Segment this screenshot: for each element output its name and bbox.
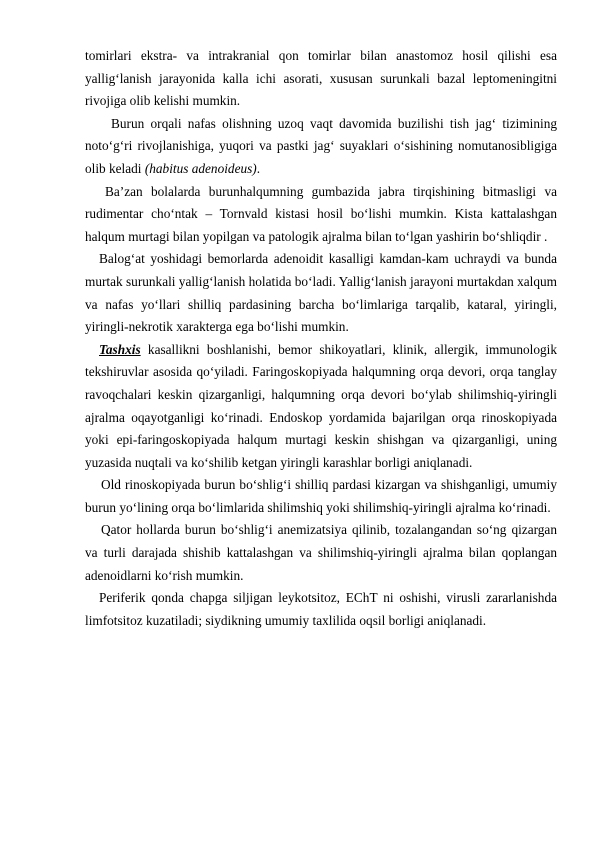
latin-term: (habitus adenoideus) (144, 160, 257, 176)
paragraph-text: Burun orqali nafas olishning uzoq vaqt davomida buzilishi tish jag‘ tizimining noto‘g‘ri rivojlanishiga, yuqori va pastki jag‘ suyaklari o‘sishining nomutanosibligiga olib keladi (85, 115, 557, 176)
document-page (85, 45, 557, 632)
paragraph-anterior-rhinoscopy (85, 474, 557, 519)
paragraph-text: kasallikni boshlanishi, bemor shikoyatlari, klinik, allergik, immunologik tekshiruvlar asosida qo‘yiladi. Faringoskopiyada halqumning orqa devori, orqa tanglay ravoqchalari keskin qizarganligi, halqumning orqa devori bo‘ylab shilimshiq-yiringli ajralma oqayotganligi ko‘rinadi. Endoskop yordamida bajarilgan orqa rinoskopiyada yoki epi-faringoskopiyada halqum murtagi keskin shishgan va qizarganligi, uning yuzasida nuqtali va ko‘shilib ketgan yiringli karashlar borligi aniqlanadi. (85, 341, 557, 470)
paragraph-text: Periferik qonda chapga siljigan leykotsitoz, EChT ni oshishi, virusli zararlanishda limfotsitoz kuzatiladi; siydikning umumiy taxlilida oqsil borligi aniqlanadi. (85, 590, 557, 628)
paragraph-text: Qator hollarda burun bo‘shlig‘i anemizatsiya qilinib, tozalangandan so‘ng qizargan va turli darajada shishib kattalashgan va shilimshiq-yiringli ajralma bilan qoplangan adenoidlarni ko‘rish mumkin. (85, 522, 557, 583)
paragraph-text: Balog‘at yoshidagi bemorlarda adenoidit kasalligi kamdan-kam uchraydi va bunda murtak surunkali yallig‘lanish holatida bo‘ladi. Yallig‘lanish jarayoni murtakdan xalqum va nafas yo‘llari shilliq pardasining barcha bo‘limlariga tarqalib, kataral, yiringli, yiringli-nekrotik xarakterga ega bo‘lishi mumkin. (85, 251, 557, 335)
paragraph-text: Old rinoskopiyada burun bo‘shlig‘i shilliq pardasi kizargan va shishganligi, umumiy burun yo‘lining orqa bo‘limlarida shilimshiq yoki shilimshiq-yiringli ajralma ko‘rinadi. (85, 477, 557, 515)
paragraph-adult-adenoiditis (85, 248, 557, 338)
paragraph-nasal-breathing (85, 113, 557, 181)
paragraph-diagnosis (85, 339, 557, 475)
diagnosis-term: Tashxis (99, 341, 141, 357)
paragraph-text: Ba’zan bolalarda burunhalqumning gumbazida jabra tirqishining bitmasligi va rudimentar cho‘ntak – Tornvald kistasi hosil bo‘lishi mumkin. Kista kattalashgan halqum murtagi bilan yopilgan va patologik ajralma bilan to‘lgan yashirin bo‘shliqdir . (85, 183, 557, 244)
paragraph-anemization (85, 519, 557, 587)
paragraph-anastomosis (85, 45, 557, 113)
paragraph-tail: . (256, 160, 261, 176)
paragraph-text: tomirlari ekstra- va intrakranial qon tomirlar bilan anastomoz hosil qilishi esa yallig‘lanish jarayonida kalla ichi asorati, xususan surunkali bazal leptomeningitni rivojiga olib kelishi mumkin. (85, 48, 557, 109)
paragraph-blood-tests (85, 587, 557, 632)
paragraph-tornwaldt-cyst (85, 181, 557, 249)
